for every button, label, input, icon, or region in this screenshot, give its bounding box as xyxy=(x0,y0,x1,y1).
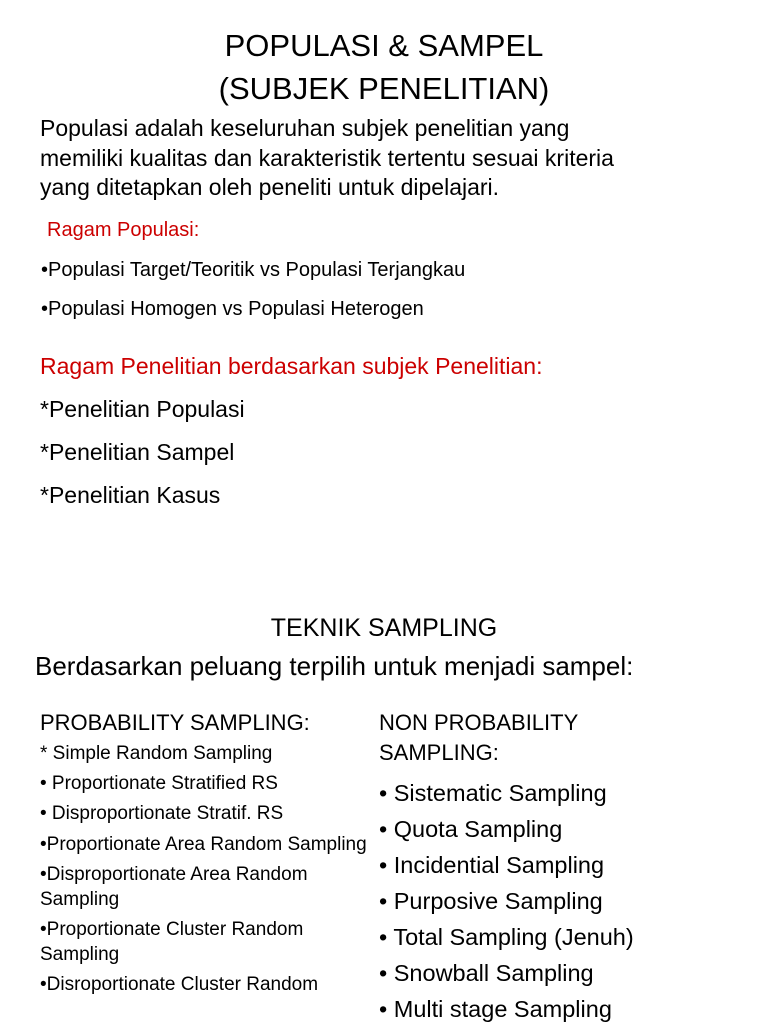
teknik-sampling-title: TEKNIK SAMPLING xyxy=(270,614,498,642)
teknik-sampling-subtitle: Berdasarkan peluang terpilih untuk menjadi sampel: xyxy=(35,651,634,681)
ragam-populasi-item: •Populasi Homogen vs Populasi Heterogen xyxy=(41,298,424,320)
ragam-penelitian-item: *Penelitian Populasi xyxy=(40,396,245,422)
list-item: •Disproportionate Area Random Sampling xyxy=(40,864,308,910)
list-item: * Simple Random Sampling xyxy=(40,743,273,764)
ragam-penelitian-item: *Penelitian Kasus xyxy=(40,482,221,508)
list-item: •Disroportionate Cluster Random xyxy=(40,974,319,995)
definition-line: Populasi adalah keseluruhan subjek penelitian yang xyxy=(40,115,570,141)
list-item: • Sistematic Sampling xyxy=(379,780,607,806)
list-item: • Multi stage Sampling xyxy=(379,996,612,1022)
definition-paragraph xyxy=(40,114,614,203)
non-probability-list xyxy=(379,775,634,1027)
ragam-populasi-item: •Populasi Target/Teoritik vs Populasi Terjangkau xyxy=(41,259,466,281)
definition-line: yang ditetapkan oleh peneliti untuk dipelajari. xyxy=(40,174,500,200)
non-probability-heading-line-2: SAMPLING: xyxy=(379,740,499,765)
ragam-penelitian-item: *Penelitian Sampel xyxy=(40,439,235,465)
page-title-line-1: POPULASI & SAMPEL xyxy=(224,28,544,63)
list-item: • Quota Sampling xyxy=(379,816,563,842)
list-item: • Total Sampling (Jenuh) xyxy=(379,924,634,950)
probability-heading: PROBABILITY SAMPLING: xyxy=(40,710,310,735)
non-probability-heading-line-1: NON PROBABILITY xyxy=(379,710,579,735)
list-item: • Proportionate Stratified RS xyxy=(40,772,278,794)
list-item: • Disproportionate Stratif. RS xyxy=(40,803,284,824)
list-item: • Incidential Sampling xyxy=(379,852,605,878)
list-item: •Proportionate Area Random Sampling xyxy=(40,833,367,855)
probability-list xyxy=(40,742,370,1004)
list-item: •Proportionate Cluster Random Sampling xyxy=(40,919,304,965)
ragam-populasi-heading: Ragam Populasi: xyxy=(47,219,200,241)
list-item: • Snowball Sampling xyxy=(379,960,594,986)
ragam-penelitian-heading: Ragam Penelitian berdasarkan subjek Penelitian: xyxy=(40,353,543,379)
page-title-line-2: (SUBJEK PENELITIAN) xyxy=(218,71,550,106)
definition-line: memiliki kualitas dan karakteristik tertentu sesuai kriteria xyxy=(40,144,614,171)
list-item: • Purposive Sampling xyxy=(379,888,603,914)
